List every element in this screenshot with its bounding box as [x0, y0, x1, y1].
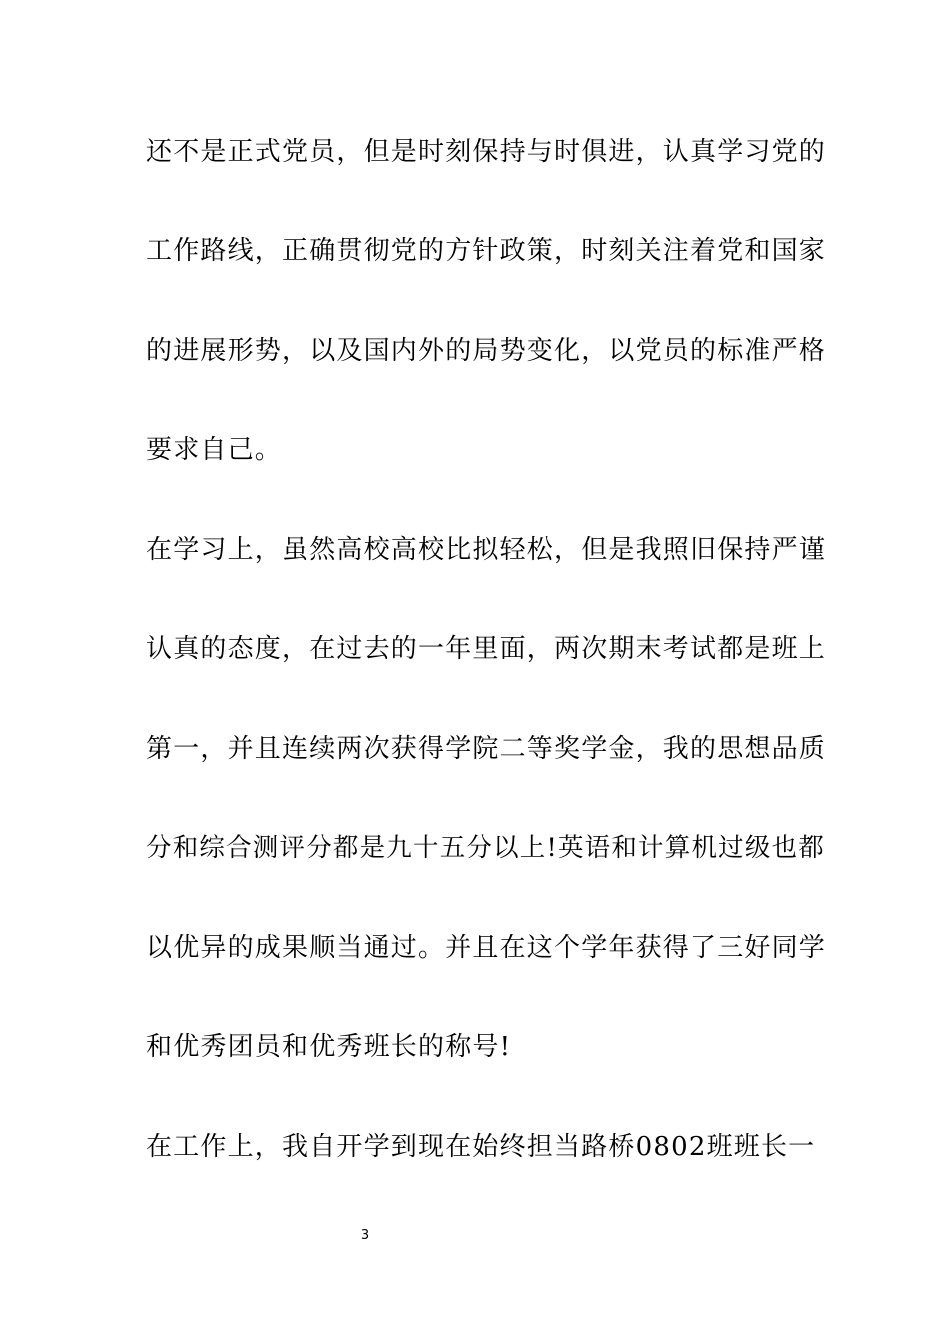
page-number: 3 [360, 1228, 370, 1243]
text-line: 分和综合测评分都是九十五分以上!英语和计算机过级也都 [146, 833, 825, 863]
text-line: 要求自己。 [146, 435, 283, 465]
text-line: 还不是正式党员，但是时刻保持与时俱进，认真学习党的 [146, 137, 827, 167]
text-line: 和优秀团员和优秀班长的称号! [146, 1032, 512, 1062]
text-line: 以优异的成果顺当通过。并且在这个学年获得了三好同学 [146, 933, 827, 963]
text-line: 工作路线，正确贯彻党的方针政策，时刻关注着党和国家 [146, 236, 827, 266]
text-line: 在工作上，我自开学到现在始终担当路桥0802班班长一 [146, 1132, 816, 1162]
text-line: 在学习上，虽然高校高校比拟轻松，但是我照旧保持严谨 [146, 535, 827, 565]
text-line: 第一，并且连续两次获得学院二等奖学金，我的思想品质 [146, 734, 827, 764]
text-line: 认真的态度，在过去的一年里面，两次期末考试都是班上 [146, 634, 827, 664]
text-line: 的进展形势，以及国内外的局势变化，以党员的标准严格 [146, 336, 827, 366]
